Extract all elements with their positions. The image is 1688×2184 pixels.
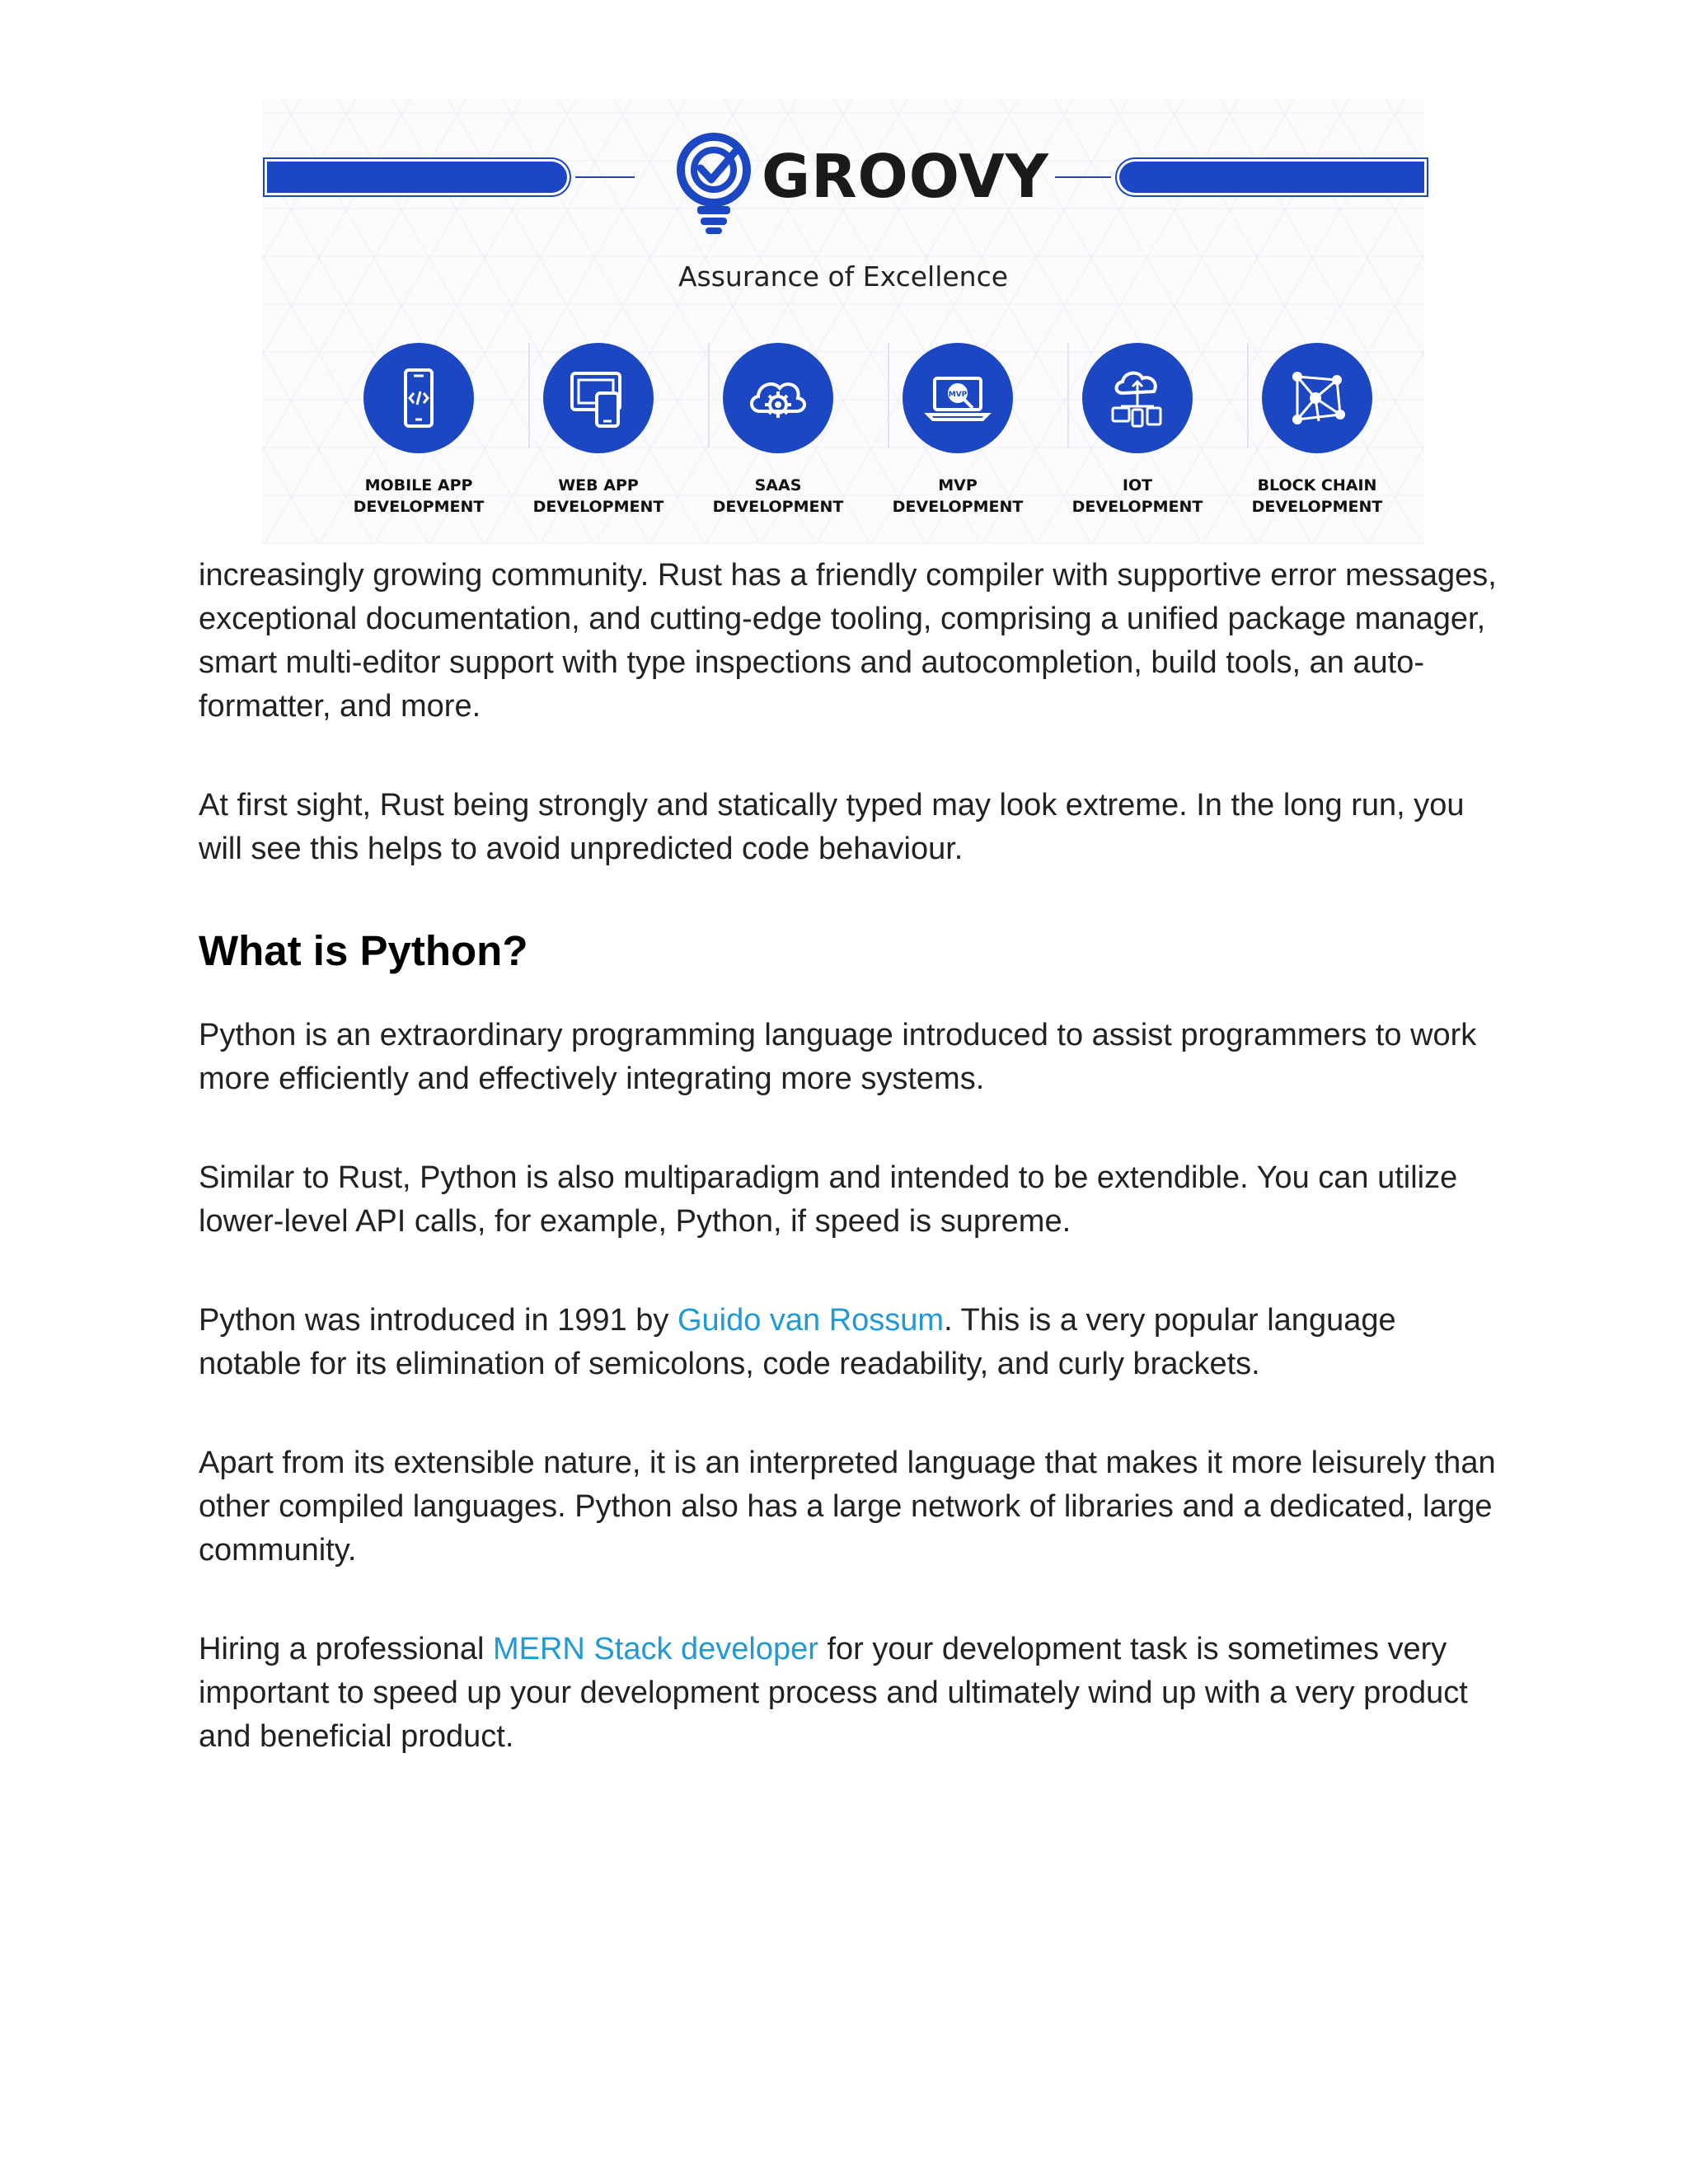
banner-bar-right: [1119, 162, 1424, 193]
paragraph-python-nature: Apart from its extensible nature, it is an interpreted language that makes it more leisurely than other compiled languages. Python also has a large network of libraries and a dedicated, large community.: [199, 1446, 1496, 1568]
mern-stack-developer-link[interactable]: MERN Stack developer: [492, 1632, 818, 1666]
service-circle: [1082, 343, 1193, 453]
service-iot: [1047, 343, 1228, 518]
banner-connector-left: [575, 176, 635, 178]
service-web-app: [508, 343, 689, 518]
service-label: IOT DEVELOPMENT: [1071, 476, 1203, 516]
svg-text:MVP: MVP: [948, 391, 968, 399]
paragraph-rust-typing: At first sight, Rust being strongly and statically typed may look extreme. In the long run, you will see this helps to avoid unpredicted code behaviour.: [199, 788, 1465, 866]
heading-what-is-python: What is Python?: [199, 927, 528, 974]
paragraph-hiring: [199, 1628, 1501, 1759]
mvp-laptop-icon: [923, 363, 992, 433]
service-saas: [687, 343, 869, 518]
paragraph-python-intro: Python is an extraordinary programming language introduced to assist programmers to work more efficiently and effectively integrating more systems.: [199, 1018, 1477, 1096]
web-app-icon: [564, 363, 633, 433]
groovy-banner: [262, 99, 1424, 544]
service-mobile-app: [328, 343, 509, 518]
service-mvp: [867, 343, 1048, 518]
service-circle: [723, 343, 833, 453]
service-label: MOBILE APP DEVELOPMENT: [353, 476, 485, 516]
guido-van-rossum-link[interactable]: Guido van Rossum: [677, 1303, 945, 1338]
iot-cloud-icon: [1103, 363, 1172, 433]
paragraph-rust-community: increasingly growing community. Rust has a friendly compiler with supportive error messages, exceptional documentation, and cutting-edge tooling, comprising a unified package manager, smart multi-editor support with type inspections and autocompletion, build tools, an auto-formatter, and more.: [199, 558, 1497, 724]
service-label: WEB APP DEVELOPMENT: [532, 476, 664, 516]
service-blockchain: [1226, 343, 1408, 518]
banner-connector-right: [1055, 176, 1111, 178]
service-label: SAAS DEVELOPMENT: [712, 476, 844, 516]
brand-wordmark: GROOVY: [762, 142, 1049, 211]
paragraph-text: Hiring a professional: [199, 1632, 493, 1666]
paragraph-python-multiparadigm: Similar to Rust, Python is also multiparadigm and intended to be extendible. You can utilize lower-level API calls, for example, Python, if speed is supreme.: [199, 1160, 1458, 1239]
services-row: [328, 343, 1416, 532]
service-circle: [903, 343, 1013, 453]
service-circle: [543, 343, 654, 453]
service-label: MVP DEVELOPMENT: [892, 476, 1024, 516]
paragraph-python-history: [199, 1299, 1501, 1386]
mobile-code-icon: [384, 363, 453, 433]
banner-bar-left: [267, 162, 567, 193]
paragraph-text: Python was introduced in 1991 by: [199, 1303, 678, 1338]
paragraph-text: for your development task is sometimes very important to speed up your development process and ultimately wind up with a very product and beneficial product.: [199, 1632, 1468, 1754]
blockchain-network-icon: [1282, 363, 1352, 433]
cloud-gear-icon: [743, 363, 813, 433]
service-circle: [1262, 343, 1372, 453]
groovy-logo: [676, 132, 1049, 239]
paragraph-text: . This is a very popular language notable for its elimination of semicolons, code readability, and curly brackets.: [199, 1303, 1396, 1381]
banner-tagline: Assurance of Excellence: [678, 260, 1009, 293]
groovy-bulb-check-icon: [676, 132, 752, 236]
article-body: [199, 554, 1501, 1814]
service-label: BLOCK CHAIN DEVELOPMENT: [1251, 476, 1383, 516]
service-circle: [363, 343, 474, 453]
